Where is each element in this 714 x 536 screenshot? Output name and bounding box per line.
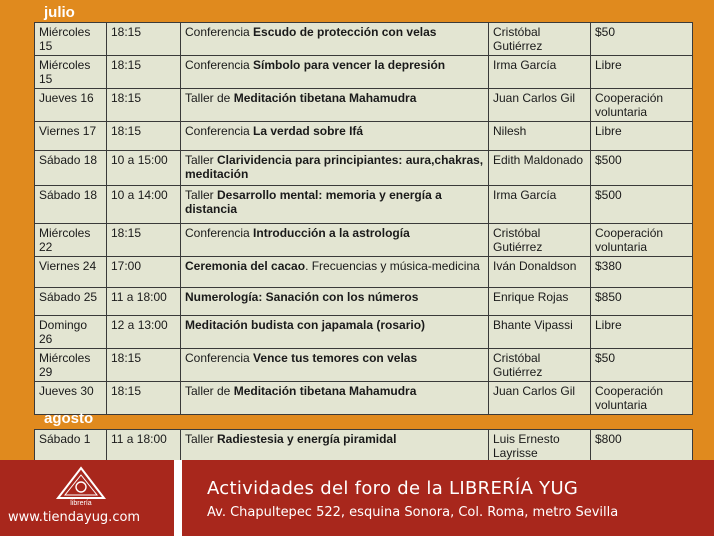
cost-cell: Cooperación voluntaria bbox=[591, 224, 693, 257]
cost-cell: Libre bbox=[591, 122, 693, 151]
time-cell: 17:00 bbox=[107, 257, 181, 288]
day-cell: Viernes 24 bbox=[35, 257, 107, 288]
time-cell: 10 a 15:00 bbox=[107, 151, 181, 186]
footer-divider bbox=[174, 460, 182, 536]
event-cell bbox=[181, 56, 489, 89]
event-title: Introducción a la astrología bbox=[253, 226, 410, 240]
host-cell: Juan Carlos Gil bbox=[489, 89, 591, 122]
host-cell: Luis Ernesto Layrisse bbox=[489, 430, 591, 463]
schedule-body-julio bbox=[35, 23, 693, 415]
host-cell: Irma García bbox=[489, 186, 591, 224]
event-type: Taller bbox=[185, 432, 218, 446]
event-cell bbox=[181, 257, 489, 288]
event-cell bbox=[181, 122, 489, 151]
table-row bbox=[35, 349, 693, 382]
schedule-table-agosto bbox=[34, 429, 693, 463]
event-type: Conferencia bbox=[185, 226, 254, 240]
cost-cell: $800 bbox=[591, 430, 693, 463]
cost-cell: Libre bbox=[591, 56, 693, 89]
cost-cell: Cooperación voluntaria bbox=[591, 89, 693, 122]
day-cell: Miércoles 15 bbox=[35, 23, 107, 56]
event-type: Conferencia bbox=[185, 351, 254, 365]
cost-cell: $850 bbox=[591, 288, 693, 316]
event-cell bbox=[181, 89, 489, 122]
time-cell: 11 a 18:00 bbox=[107, 430, 181, 463]
table-row bbox=[35, 186, 693, 224]
event-title: Numerología: Sanación con los números bbox=[185, 290, 419, 304]
time-cell: 18:15 bbox=[107, 122, 181, 151]
event-cell bbox=[181, 316, 489, 349]
cost-cell: $50 bbox=[591, 23, 693, 56]
host-cell: Edith Maldonado bbox=[489, 151, 591, 186]
day-cell: Sábado 18 bbox=[35, 151, 107, 186]
day-cell: Miércoles 22 bbox=[35, 224, 107, 257]
cost-cell: $500 bbox=[591, 186, 693, 224]
event-cell bbox=[181, 186, 489, 224]
host-cell: Bhante Vipassi bbox=[489, 316, 591, 349]
event-cell bbox=[181, 430, 489, 463]
day-cell: Sábado 1 bbox=[35, 430, 107, 463]
schedule-table-julio bbox=[34, 22, 693, 415]
event-title: Desarrollo mental: memoria y energía a distancia bbox=[185, 188, 442, 216]
cost-cell: $380 bbox=[591, 257, 693, 288]
host-cell: Juan Carlos Gil bbox=[489, 382, 591, 415]
table-row bbox=[35, 56, 693, 89]
event-title: Símbolo para vencer la depresión bbox=[253, 58, 446, 72]
event-cell bbox=[181, 288, 489, 316]
day-cell: Sábado 18 bbox=[35, 186, 107, 224]
time-cell: 18:15 bbox=[107, 89, 181, 122]
event-type: Taller de bbox=[185, 91, 234, 105]
time-cell: 10 a 14:00 bbox=[107, 186, 181, 224]
cost-cell: $500 bbox=[591, 151, 693, 186]
host-cell: Enrique Rojas bbox=[489, 288, 591, 316]
day-cell: Miércoles 15 bbox=[35, 56, 107, 89]
event-title: La verdad sobre Ifá bbox=[253, 124, 364, 138]
event-title: Meditación tibetana Mahamudra bbox=[233, 384, 417, 398]
time-cell: 18:15 bbox=[107, 224, 181, 257]
event-title: Meditación tibetana Mahamudra bbox=[233, 91, 417, 105]
time-cell: 18:15 bbox=[107, 56, 181, 89]
event-type: Conferencia bbox=[185, 58, 254, 72]
day-cell: Sábado 25 bbox=[35, 288, 107, 316]
triangle-logo-icon bbox=[54, 466, 108, 506]
day-cell: Jueves 16 bbox=[35, 89, 107, 122]
event-type: Conferencia bbox=[185, 25, 254, 39]
event-type: Taller bbox=[185, 188, 218, 202]
day-cell: Domingo 26 bbox=[35, 316, 107, 349]
event-type: Taller bbox=[185, 153, 218, 167]
table-row bbox=[35, 257, 693, 288]
event-title: Meditación budista con japamala (rosario) bbox=[185, 318, 426, 332]
time-cell: 18:15 bbox=[107, 23, 181, 56]
table-row bbox=[35, 430, 693, 463]
event-title: Radiestesia y energía piramidal bbox=[217, 432, 397, 446]
host-cell: Cristóbal Gutiérrez bbox=[489, 224, 591, 257]
host-cell: Irma García bbox=[489, 56, 591, 89]
table-row bbox=[35, 382, 693, 415]
event-cell bbox=[181, 23, 489, 56]
event-subtitle: . Frecuencias y música-medicina bbox=[305, 259, 480, 273]
day-cell: Miércoles 29 bbox=[35, 349, 107, 382]
event-title: Escudo de protección con velas bbox=[253, 25, 437, 39]
host-cell: Nilesh bbox=[489, 122, 591, 151]
table-row bbox=[35, 122, 693, 151]
event-cell bbox=[181, 151, 489, 186]
event-type: Taller de bbox=[185, 384, 234, 398]
schedule-body-agosto bbox=[35, 430, 693, 463]
host-cell: Iván Donaldson bbox=[489, 257, 591, 288]
day-cell: Jueves 30 bbox=[35, 382, 107, 415]
day-cell: Viernes 17 bbox=[35, 122, 107, 151]
cost-cell: Libre bbox=[591, 316, 693, 349]
host-cell: Cristóbal Gutiérrez bbox=[489, 23, 591, 56]
libreria-yug-logo bbox=[54, 466, 108, 506]
event-title: Ceremonia del cacao bbox=[185, 259, 306, 273]
website-url[interactable]: www.tiendayug.com bbox=[8, 510, 141, 525]
cost-cell: Cooperación voluntaria bbox=[591, 382, 693, 415]
event-title: Clarividencia para principiantes: aura,chakras, meditación bbox=[185, 153, 484, 181]
month-header-agosto: agosto bbox=[44, 410, 94, 427]
table-row bbox=[35, 288, 693, 316]
footer-address: Av. Chapultepec 522, esquina Sonora, Col. Roma, metro Sevilla bbox=[207, 505, 619, 520]
table-row bbox=[35, 316, 693, 349]
logo-caption: librería bbox=[70, 500, 92, 506]
event-cell bbox=[181, 224, 489, 257]
host-cell: Cristóbal Gutiérrez bbox=[489, 349, 591, 382]
time-cell: 12 a 13:00 bbox=[107, 316, 181, 349]
event-title: Vence tus temores con velas bbox=[253, 351, 418, 365]
table-row bbox=[35, 89, 693, 122]
table-row bbox=[35, 151, 693, 186]
event-cell bbox=[181, 349, 489, 382]
event-cell bbox=[181, 382, 489, 415]
time-cell: 18:15 bbox=[107, 349, 181, 382]
time-cell: 18:15 bbox=[107, 382, 181, 415]
time-cell: 11 a 18:00 bbox=[107, 288, 181, 316]
table-row bbox=[35, 23, 693, 56]
cost-cell: $50 bbox=[591, 349, 693, 382]
event-type: Conferencia bbox=[185, 124, 254, 138]
month-header-julio: julio bbox=[44, 4, 75, 21]
table-row bbox=[35, 224, 693, 257]
footer-title: Actividades del foro de la LIBRERÍA YUG bbox=[207, 478, 579, 499]
